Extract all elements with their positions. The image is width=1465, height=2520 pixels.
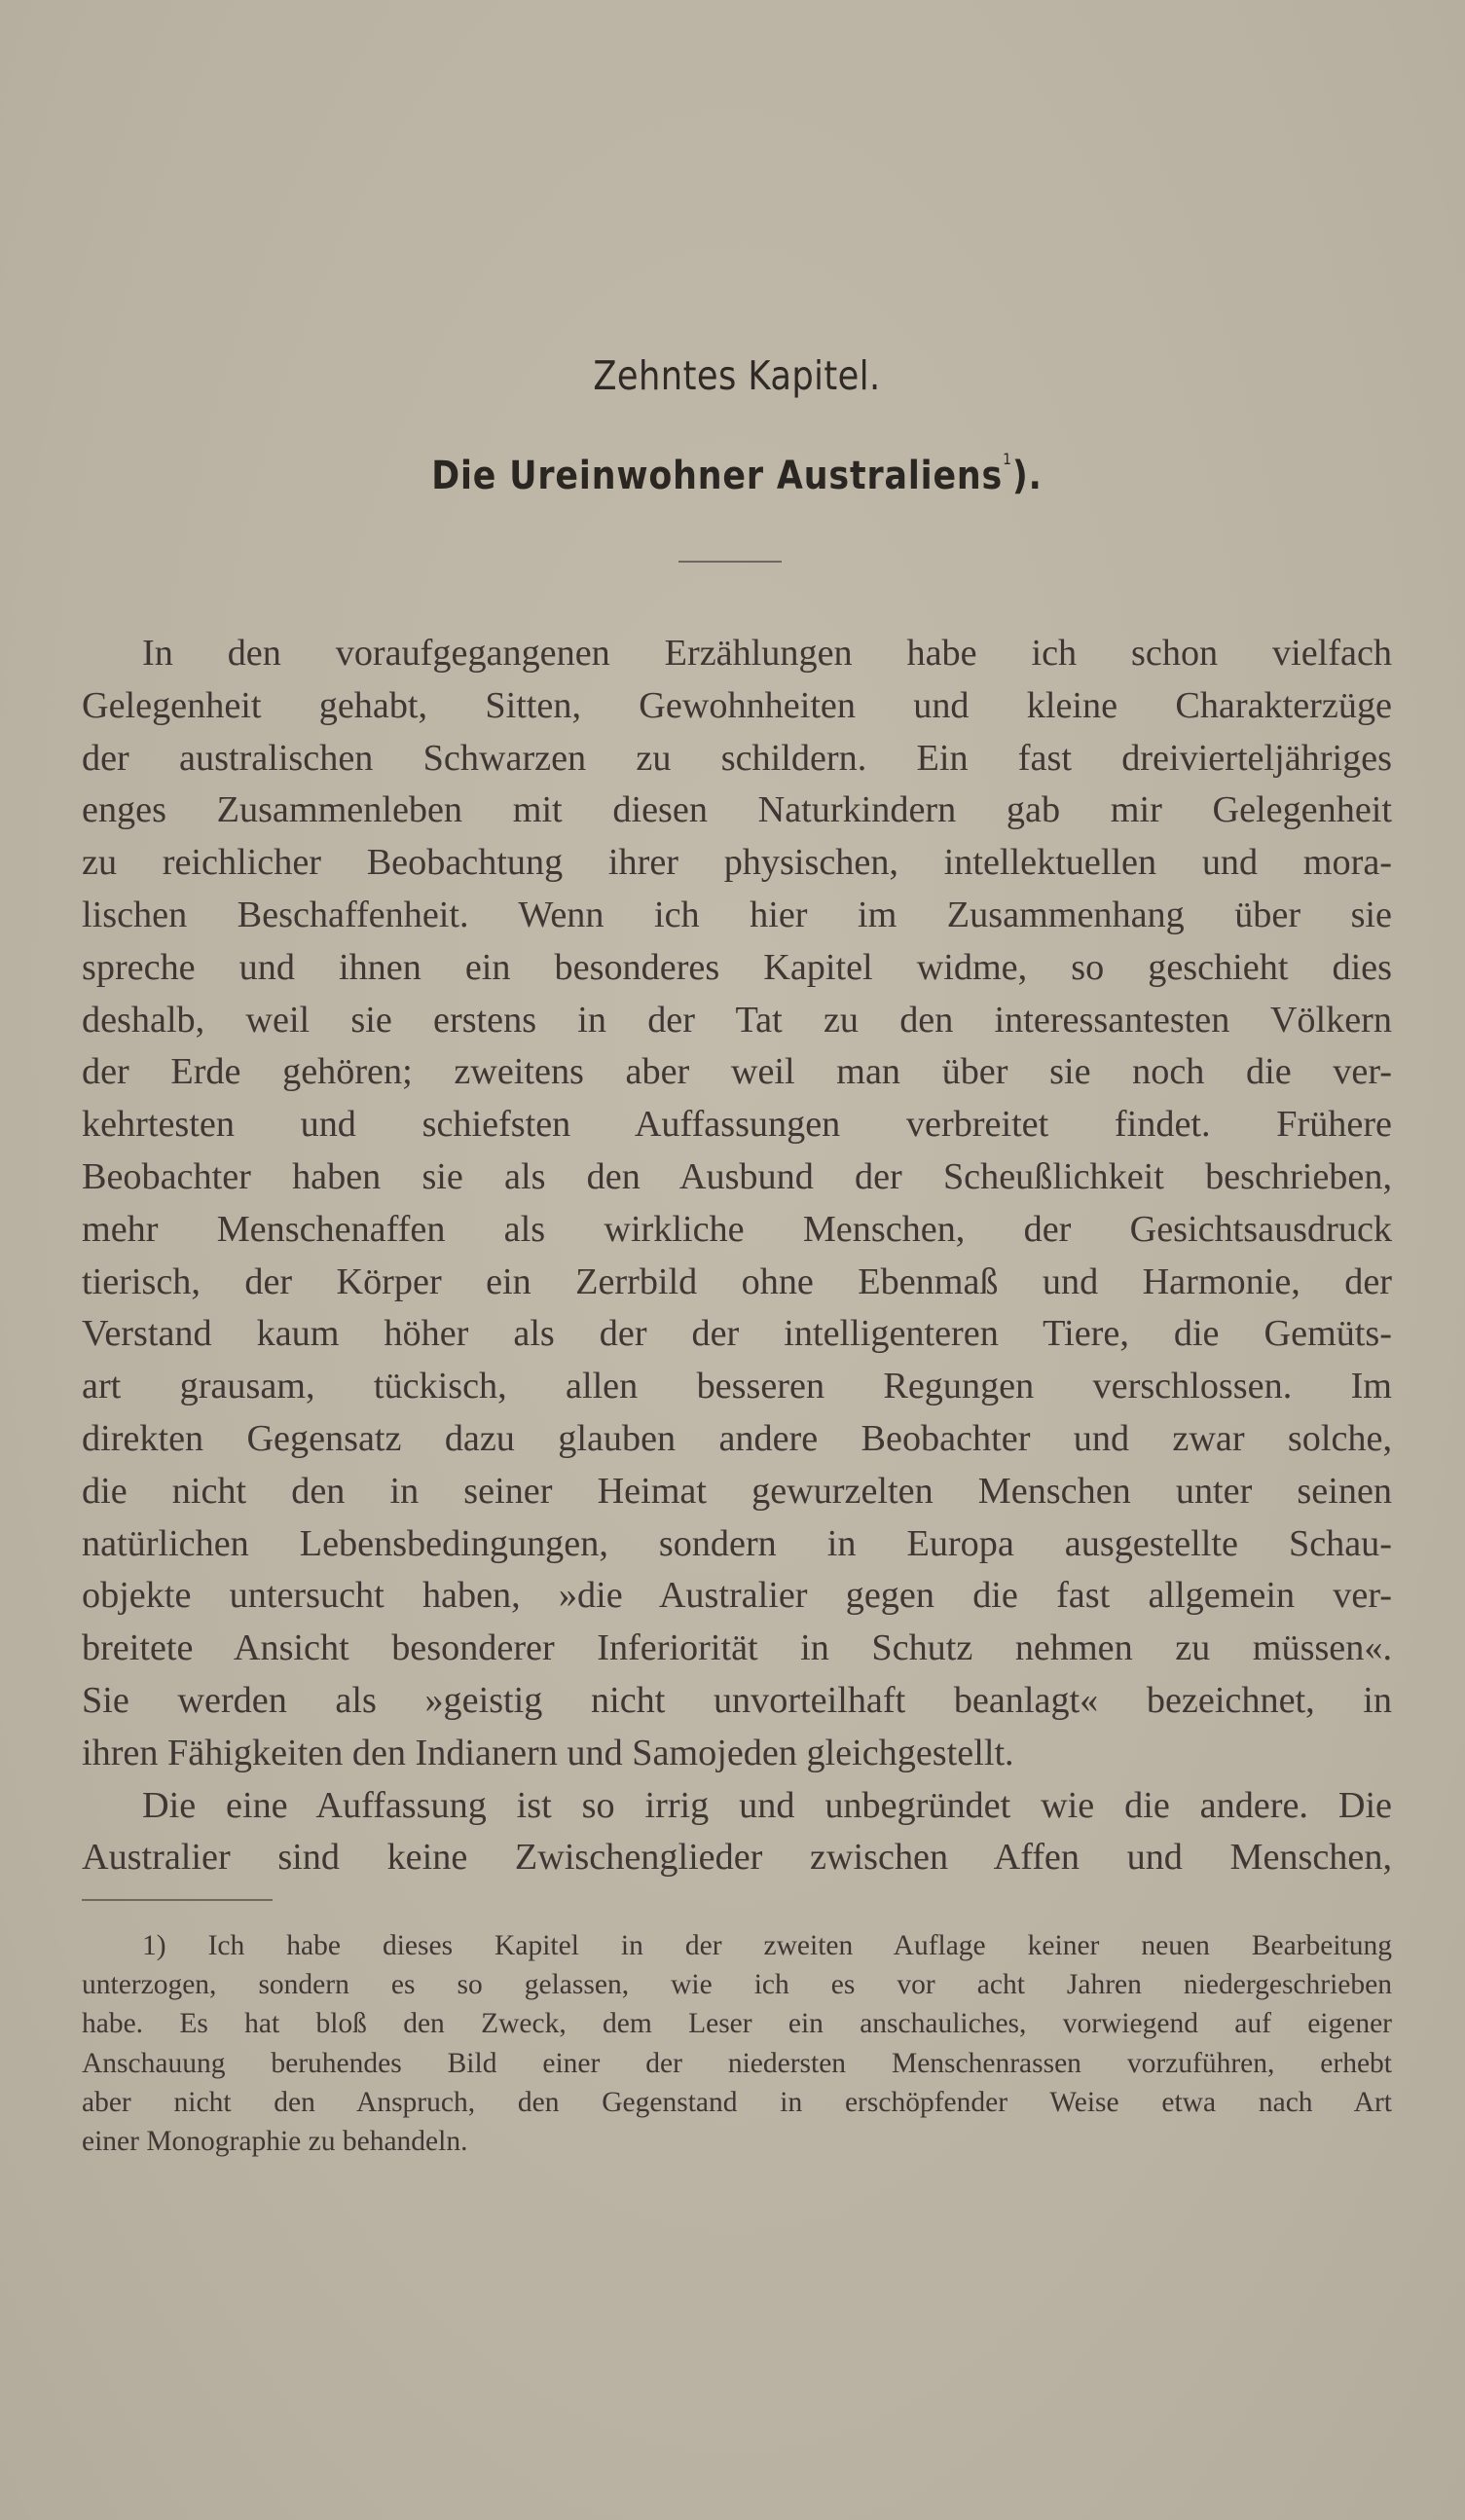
- body-line: spreche und ihnen ein besonderes Kapitel widme, so geschieht dies: [82, 946, 1392, 988]
- body-line: Verstand kaum höher als der der intelligenteren Tiere, die Gemüts-: [82, 1313, 1392, 1355]
- footnote-line: 1) Ich habe dieses Kapitel in der zweiten Auflage keiner neuen Bearbeitung: [142, 1930, 1392, 1961]
- chapter-number: Zehntes Kapitel.: [593, 352, 881, 399]
- body-line: art grausam, tückisch, allen besseren Regungen verschlossen. Im: [82, 1366, 1392, 1407]
- footnote-line: Anschauung beruhendes Bild einer der niedersten Menschenrassen vorzuführen, erhebt: [82, 2047, 1392, 2079]
- body-line: Australier sind keine Zwischenglieder zwischen Affen und Menschen,: [82, 1837, 1392, 1879]
- body-line: Die eine Auffassung ist so irrig und unbegründet wie die andere. Die: [142, 1784, 1392, 1826]
- body-line: mehr Menschenaffen als wirkliche Menschen, der Gesichtsausdruck: [82, 1208, 1392, 1250]
- body-line: die nicht den in seiner Heimat gewurzelten Menschen unter seinen: [82, 1470, 1392, 1512]
- footnote-divider: [82, 1899, 273, 1901]
- body-line: objekte untersucht haben, »die Australier gegen die fast allgemein ver-: [82, 1575, 1392, 1617]
- body-line: der Erde gehören; zweitens aber weil man über sie noch die ver-: [82, 1051, 1392, 1093]
- footnote: [82, 1926, 1392, 2161]
- footnote-line: aber nicht den Anspruch, den Gegenstand in erschöpfender Weise etwa nach Art: [82, 2086, 1392, 2118]
- body-line: In den voraufgegangenen Erzählungen habe ich schon vielfach: [142, 633, 1392, 674]
- body-line: enges Zusammenleben mit diesen Naturkindern gab mir Gelegenheit: [82, 789, 1392, 831]
- chapter-title: [166, 450, 1306, 498]
- footnote-line: habe. Es hat bloß den Zweck, dem Leser ein anschauliches, vorwiegend auf eigener: [82, 2008, 1392, 2040]
- footnote-line: einer Monographie zu behandeln.: [82, 2125, 468, 2157]
- body-text: [82, 628, 1392, 1884]
- body-line: ihren Fähigkeiten den Indianern und Samojeden gleichgestellt.: [82, 1732, 1014, 1773]
- title-divider: [678, 561, 782, 563]
- body-line: lischen Beschaffenheit. Wenn ich hier im Zusammenhang über sie: [82, 894, 1392, 935]
- body-line: Gelegenheit gehabt, Sitten, Gewohnheiten und kleine Charakterzüge: [82, 684, 1392, 726]
- chapter-title-text: Die Ureinwohner Australiens: [431, 454, 1004, 498]
- body-line: Sie werden als »geistig nicht unvorteilhaft beanlagt« bezeichnet, in: [82, 1679, 1392, 1721]
- footnote-line: unterzogen, sondern es so gelassen, wie ich es vor acht Jahren niedergeschrieben: [82, 1969, 1392, 2001]
- footnote-marker: 1: [1003, 450, 1012, 468]
- book-page: [82, 0, 1392, 2520]
- body-line: Beobachter haben sie als den Ausbund der Scheußlichkeit beschrieben,: [82, 1155, 1392, 1197]
- body-line: direkten Gegensatz dazu glauben andere Beobachter und zwar solche,: [82, 1417, 1392, 1459]
- body-line: tierisch, der Körper ein Zerrbild ohne Ebenmaß und Harmonie, der: [82, 1260, 1392, 1302]
- chapter-title-suffix: ).: [1011, 454, 1043, 498]
- body-line: breitete Ansicht besonderer Inferiorität in Schutz nehmen zu müssen«.: [82, 1627, 1392, 1669]
- body-line: deshalb, weil sie erstens in der Tat zu den interessantesten Völkern: [82, 999, 1392, 1041]
- body-line: zu reichlicher Beobachtung ihrer physischen, intellektuellen und mora-: [82, 842, 1392, 884]
- body-line: der australischen Schwarzen zu schildern. Ein fast dreivierteljähriges: [82, 737, 1392, 779]
- body-line: natürlichen Lebensbedingungen, sondern in Europa ausgestellte Schau-: [82, 1522, 1392, 1564]
- body-line: kehrtesten und schiefsten Auffassungen verbreitet findet. Frühere: [82, 1104, 1392, 1146]
